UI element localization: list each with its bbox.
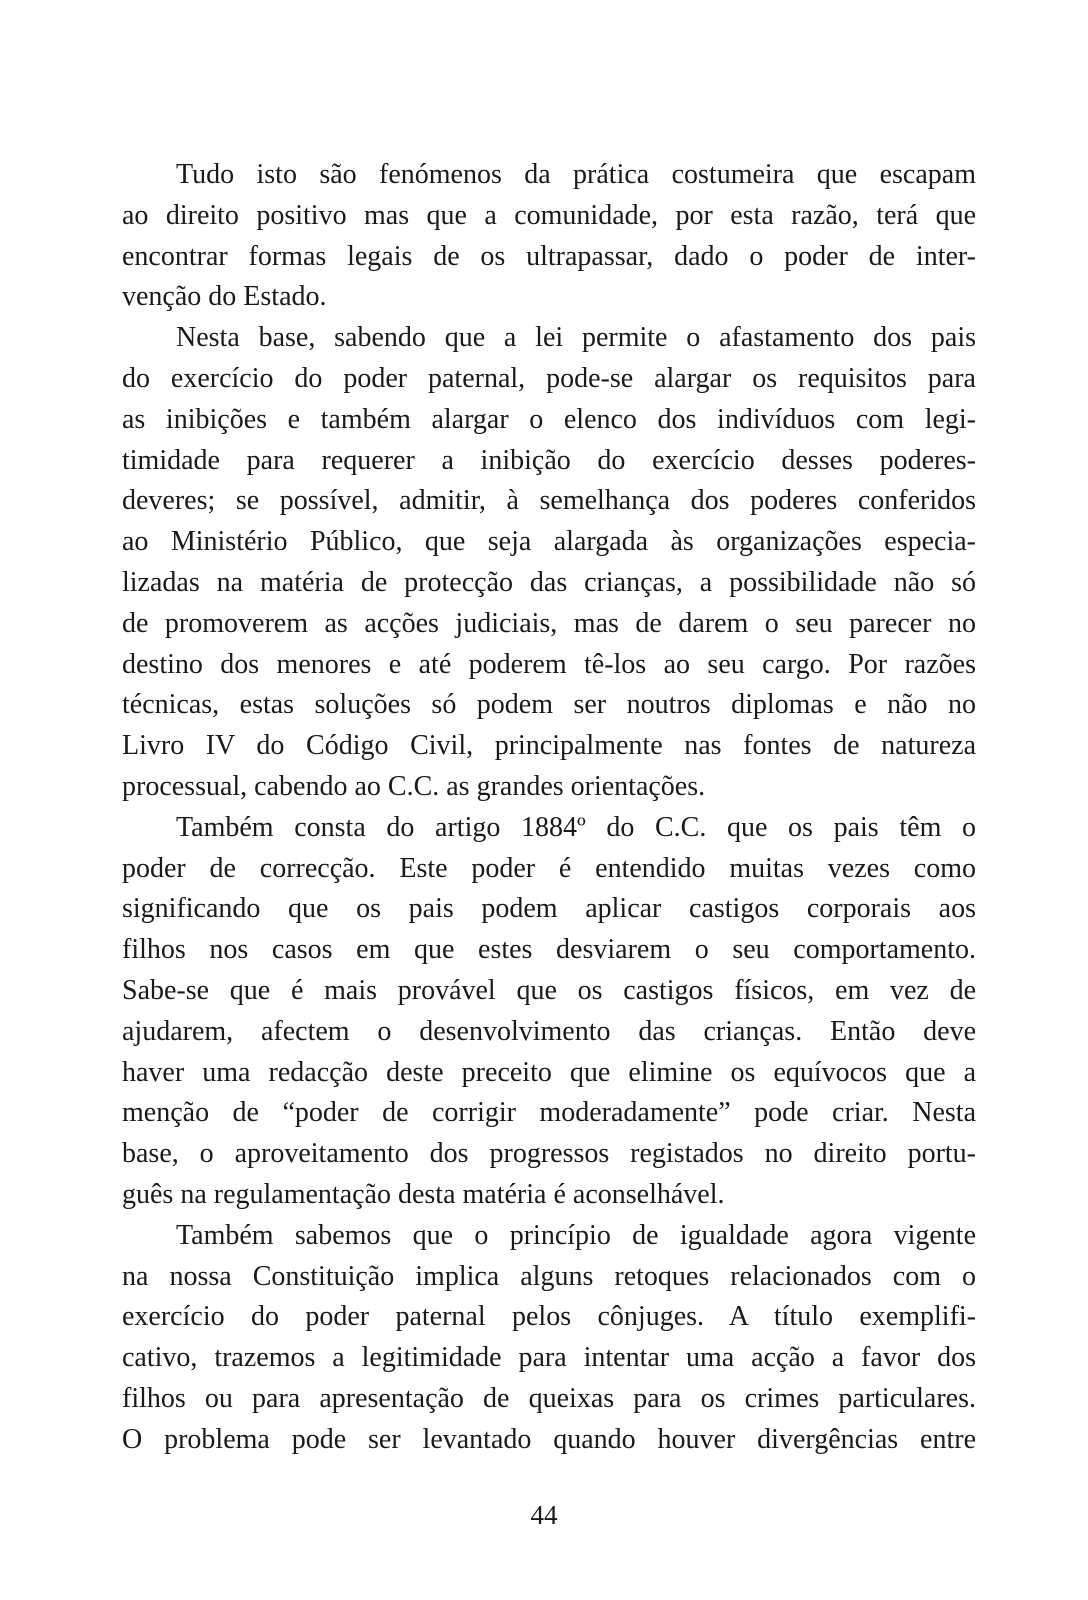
text-line: filhos ou para apresentação de queixas para os crimes particulares.	[122, 1382, 976, 1414]
text-line: Também consta do artigo 1884º do C.C. que os pais têm o	[176, 811, 976, 843]
text-line: guês na regulamentação desta matéria é aconselhável.	[122, 1178, 725, 1210]
text-line: exercício do poder paternal pelos cônjuges. A título exemplifi-	[122, 1301, 976, 1333]
text-line: poder de correcção. Este poder é entendido muitas vezes como	[122, 852, 976, 884]
text-line: haver uma redacção deste preceito que elimine os equívocos que a	[122, 1056, 976, 1088]
text-line: do exercício do poder paternal, pode-se alargar os requisitos para	[122, 362, 976, 394]
text-line: O problema pode ser levantado quando houver divergências entre	[122, 1423, 976, 1455]
text-line: de promoverem as acções judiciais, mas de darem o seu parecer no	[122, 607, 976, 639]
page-number: 44	[530, 1500, 558, 1530]
text-line: filhos nos casos em que estes desviarem o seu comportamento.	[122, 934, 976, 966]
text-line: ao direito positivo mas que a comunidade, por esta razão, terá que	[122, 199, 976, 231]
text-line: as inibições e também alargar o elenco dos indivíduos com legi-	[122, 403, 976, 435]
text-line: técnicas, estas soluções só podem ser noutros diplomas e não no	[122, 689, 976, 721]
text-line: Nesta base, sabendo que a lei permite o afastamento dos pais	[176, 322, 976, 354]
text-line: ajudarem, afectem o desenvolvimento das crianças. Então deve	[122, 1015, 976, 1047]
text-line: Sabe-se que é mais provável que os castigos físicos, em vez de	[122, 974, 976, 1006]
text-line: deveres; se possível, admitir, à semelhança dos poderes conferidos	[122, 485, 976, 517]
text-line: Livro IV do Código Civil, principalmente nas fontes de natureza	[122, 730, 976, 762]
text-line: significando que os pais podem aplicar castigos corporais aos	[122, 893, 976, 925]
text-line: menção de “poder de corrigir moderadamente” pode criar. Nesta	[122, 1097, 976, 1129]
text-line: na nossa Constituição implica alguns retoques relacionados com o	[122, 1260, 976, 1292]
body-text	[122, 155, 976, 1461]
text-line: base, o aproveitamento dos progressos registados no direito portu-	[122, 1138, 976, 1170]
text-line: destino dos menores e até poderem tê-los ao seu cargo. Por razões	[122, 648, 976, 680]
text-line: venção do Estado.	[122, 281, 327, 313]
text-line: Tudo isto são fenómenos da prática costumeira que escapam	[176, 159, 976, 190]
text-line: cativo, trazemos a legitimidade para intentar uma acção a favor dos	[122, 1342, 976, 1374]
text-line: Também sabemos que o princípio de igualdade agora vigente	[176, 1219, 976, 1251]
text-line: timidade para requerer a inibição do exercício desses poderes-	[122, 444, 976, 476]
text-line: processual, cabendo ao C.C. as grandes orientações.	[122, 770, 706, 802]
text-line: lizadas na matéria de protecção das crianças, a possibilidade não só	[122, 566, 976, 598]
text-line: encontrar formas legais de os ultrapassar, dado o poder de inter-	[122, 240, 976, 272]
text-line: ao Ministério Público, que seja alargada às organizações especia-	[122, 526, 976, 558]
